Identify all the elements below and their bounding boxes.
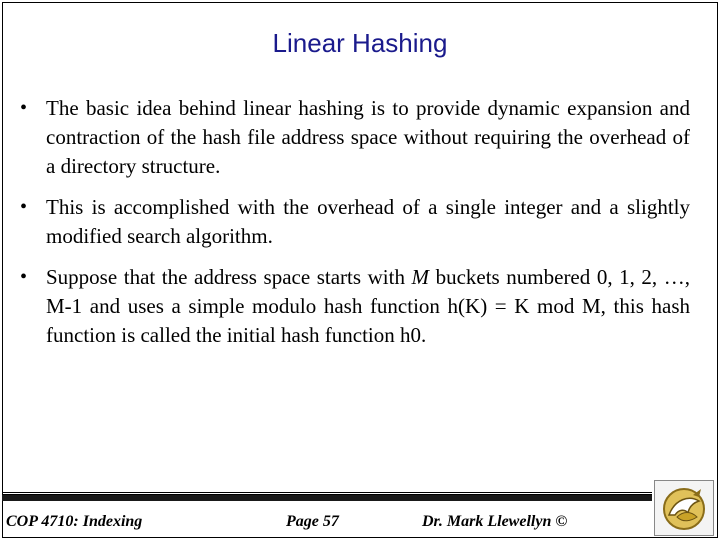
bullet-text: The basic idea behind linear hashing is to provide dynamic expansion and contraction of the hash file address space without requiring the overhead of a directory structure. [46,96,690,178]
footer-author: Dr. Mark Llewellyn © [422,513,568,530]
bullet-icon: • [20,266,28,288]
bullet-text: This is accomplished with the overhead of a single integer and a slightly modified search algorithm. [46,195,690,248]
bullet-item-2 [18,193,690,251]
bullet-text-start: Suppose that the address space starts with [46,265,412,289]
logo-graphic [655,481,713,535]
slide-title: Linear Hashing [272,28,448,58]
bullet-text-end: buckets numbered 0, 1, 2, …, M-1 and uses a simple modulo hash function h(K) = K mod M, this hash function is called the initial hash function h0. [46,265,690,347]
ucf-pegasus-logo-icon [654,480,714,536]
bullet-icon: • [20,97,28,119]
bullet-text-variable: M [411,265,430,289]
bullet-list [18,94,690,362]
bullet-icon: • [20,196,28,218]
bullet-item-3 [18,263,690,350]
footer-bar [2,495,652,501]
slide-footer [2,492,652,535]
bullet-item-1 [18,94,690,181]
footer-page-number: Page 57 [286,513,339,530]
footer-course: COP 4710: Indexing [6,513,143,530]
